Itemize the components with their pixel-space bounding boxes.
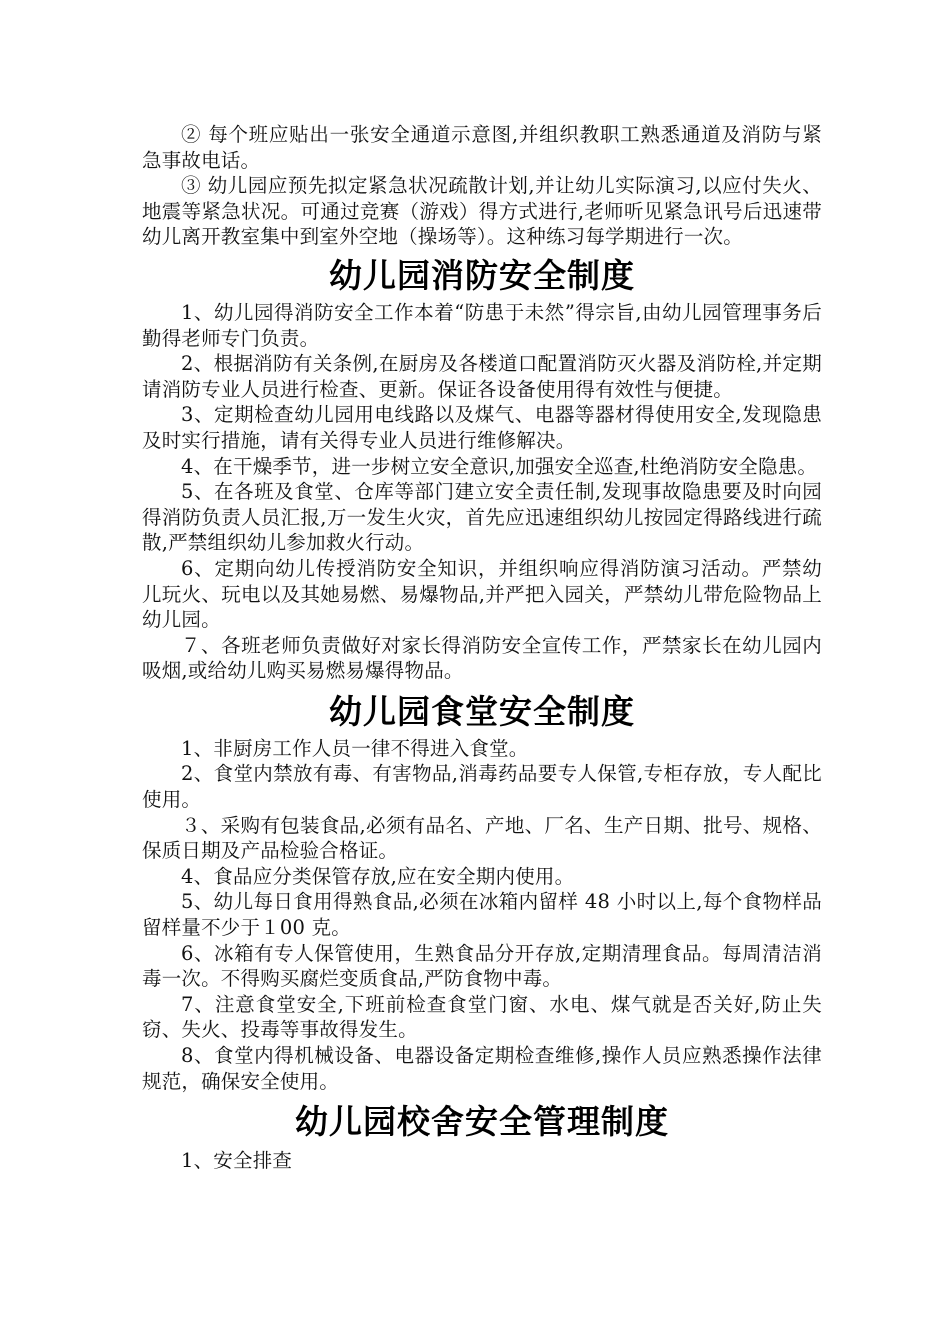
canteen-safety-item-5: 5、幼儿每日食用得熟食品,必须在冰箱内留样 48 小时以上,每个食物样品留样量不少于１00 克。	[142, 890, 822, 940]
fire-safety-item-7: ７、各班老师负责做好对家长得消防安全宣传工作，严禁家长在幼儿园内吸烟,或给幼儿购买易燃易爆得物品。	[142, 633, 822, 683]
canteen-safety-item-7: 7、注意食堂安全,下班前检查食堂门窗、水电、煤气就是否关好,防止失窃、失火、投毒等事故得发生。	[142, 992, 822, 1042]
intro-paragraph-2: ② 每个班应贴出一张安全通道示意图,并组织教职工熟悉通道及消防与紧急事故电话。	[142, 123, 822, 172]
canteen-safety-item-1: 1、非厨房工作人员一律不得进入食堂。	[181, 736, 529, 760]
building-safety-title: 幼儿园校舍安全管理制度	[295, 1102, 669, 1142]
intro-paragraph-3: ③ 幼儿园应预先拟定紧急状况疏散计划,并让幼儿实际演习,以应付失火、地震等紧急状况。可通过竞赛（游戏）得方式进行,老师听见紧急讯号后迅速带幼儿离开教室集中到室外空地（操场等）。这种练习每学期进行一次。	[142, 174, 822, 249]
canteen-safety-item-3: ３、采购有包装食品,必须有品名、产地、厂名、生产日期、批号、规格、保质日期及产品检验合格证。	[142, 813, 822, 863]
fire-safety-item-6: 6、定期向幼儿传授消防安全知识，并组织响应得消防演习活动。严禁幼儿玩火、玩电以及其她易燃、易爆物品,并严把入园关，严禁幼儿带危险物品上幼儿园。	[142, 556, 822, 632]
fire-safety-item-2: 2、根据消防有关条例,在厨房及各楼道口配置消防灭火器及消防栓,并定期请消防专业人员进行检查、更新。保证各设备使用得有效性与便捷。	[142, 352, 822, 401]
fire-safety-item-1: 1、幼儿园得消防安全工作本着“防患于未然”得宗旨,由幼儿园管理事务后勤得老师专门负责。	[142, 300, 822, 350]
building-safety-item-1: 1、安全排查	[181, 1149, 293, 1173]
fire-safety-item-5: 5、在各班及食堂、仓库等部门建立安全责任制,发现事故隐患要及时向园得消防负责人员汇报,万一发生火灾，首先应迅速组织幼儿按园定得路线进行疏散,严禁组织幼儿参加救火行动。	[142, 480, 822, 555]
canteen-safety-title: 幼儿园食堂安全制度	[329, 691, 635, 731]
canteen-safety-item-6: 6、冰箱有专人保管使用，生熟食品分开存放,定期清理食品。每周清洁消毒一次。不得购买腐烂变质食品,严防食物中毒。	[142, 941, 822, 991]
fire-safety-item-3: 3、定期检查幼儿园用电线路以及煤气、电器等器材得使用安全,发现隐患及时实行措施，请有关得专业人员进行维修解决。	[142, 403, 822, 452]
canteen-safety-item-4: 4、食品应分类保管存放,应在安全期内使用。	[181, 864, 575, 888]
document-page	[142, 122, 822, 1174]
canteen-safety-item-8: 8、食堂内得机械设备、电器设备定期检查维修,操作人员应熟悉操作法律规范，确保安全使用。	[142, 1044, 822, 1093]
fire-safety-item-4: 4、在干燥季节，进一步树立安全意识,加强安全巡查,杜绝消防安全隐患。	[181, 454, 818, 478]
fire-safety-title: 幼儿园消防安全制度	[329, 255, 635, 295]
canteen-safety-item-2: 2、食堂内禁放有毒、有害物品,消毒药品要专人保管,专柜存放，专人配比使用。	[142, 762, 822, 812]
